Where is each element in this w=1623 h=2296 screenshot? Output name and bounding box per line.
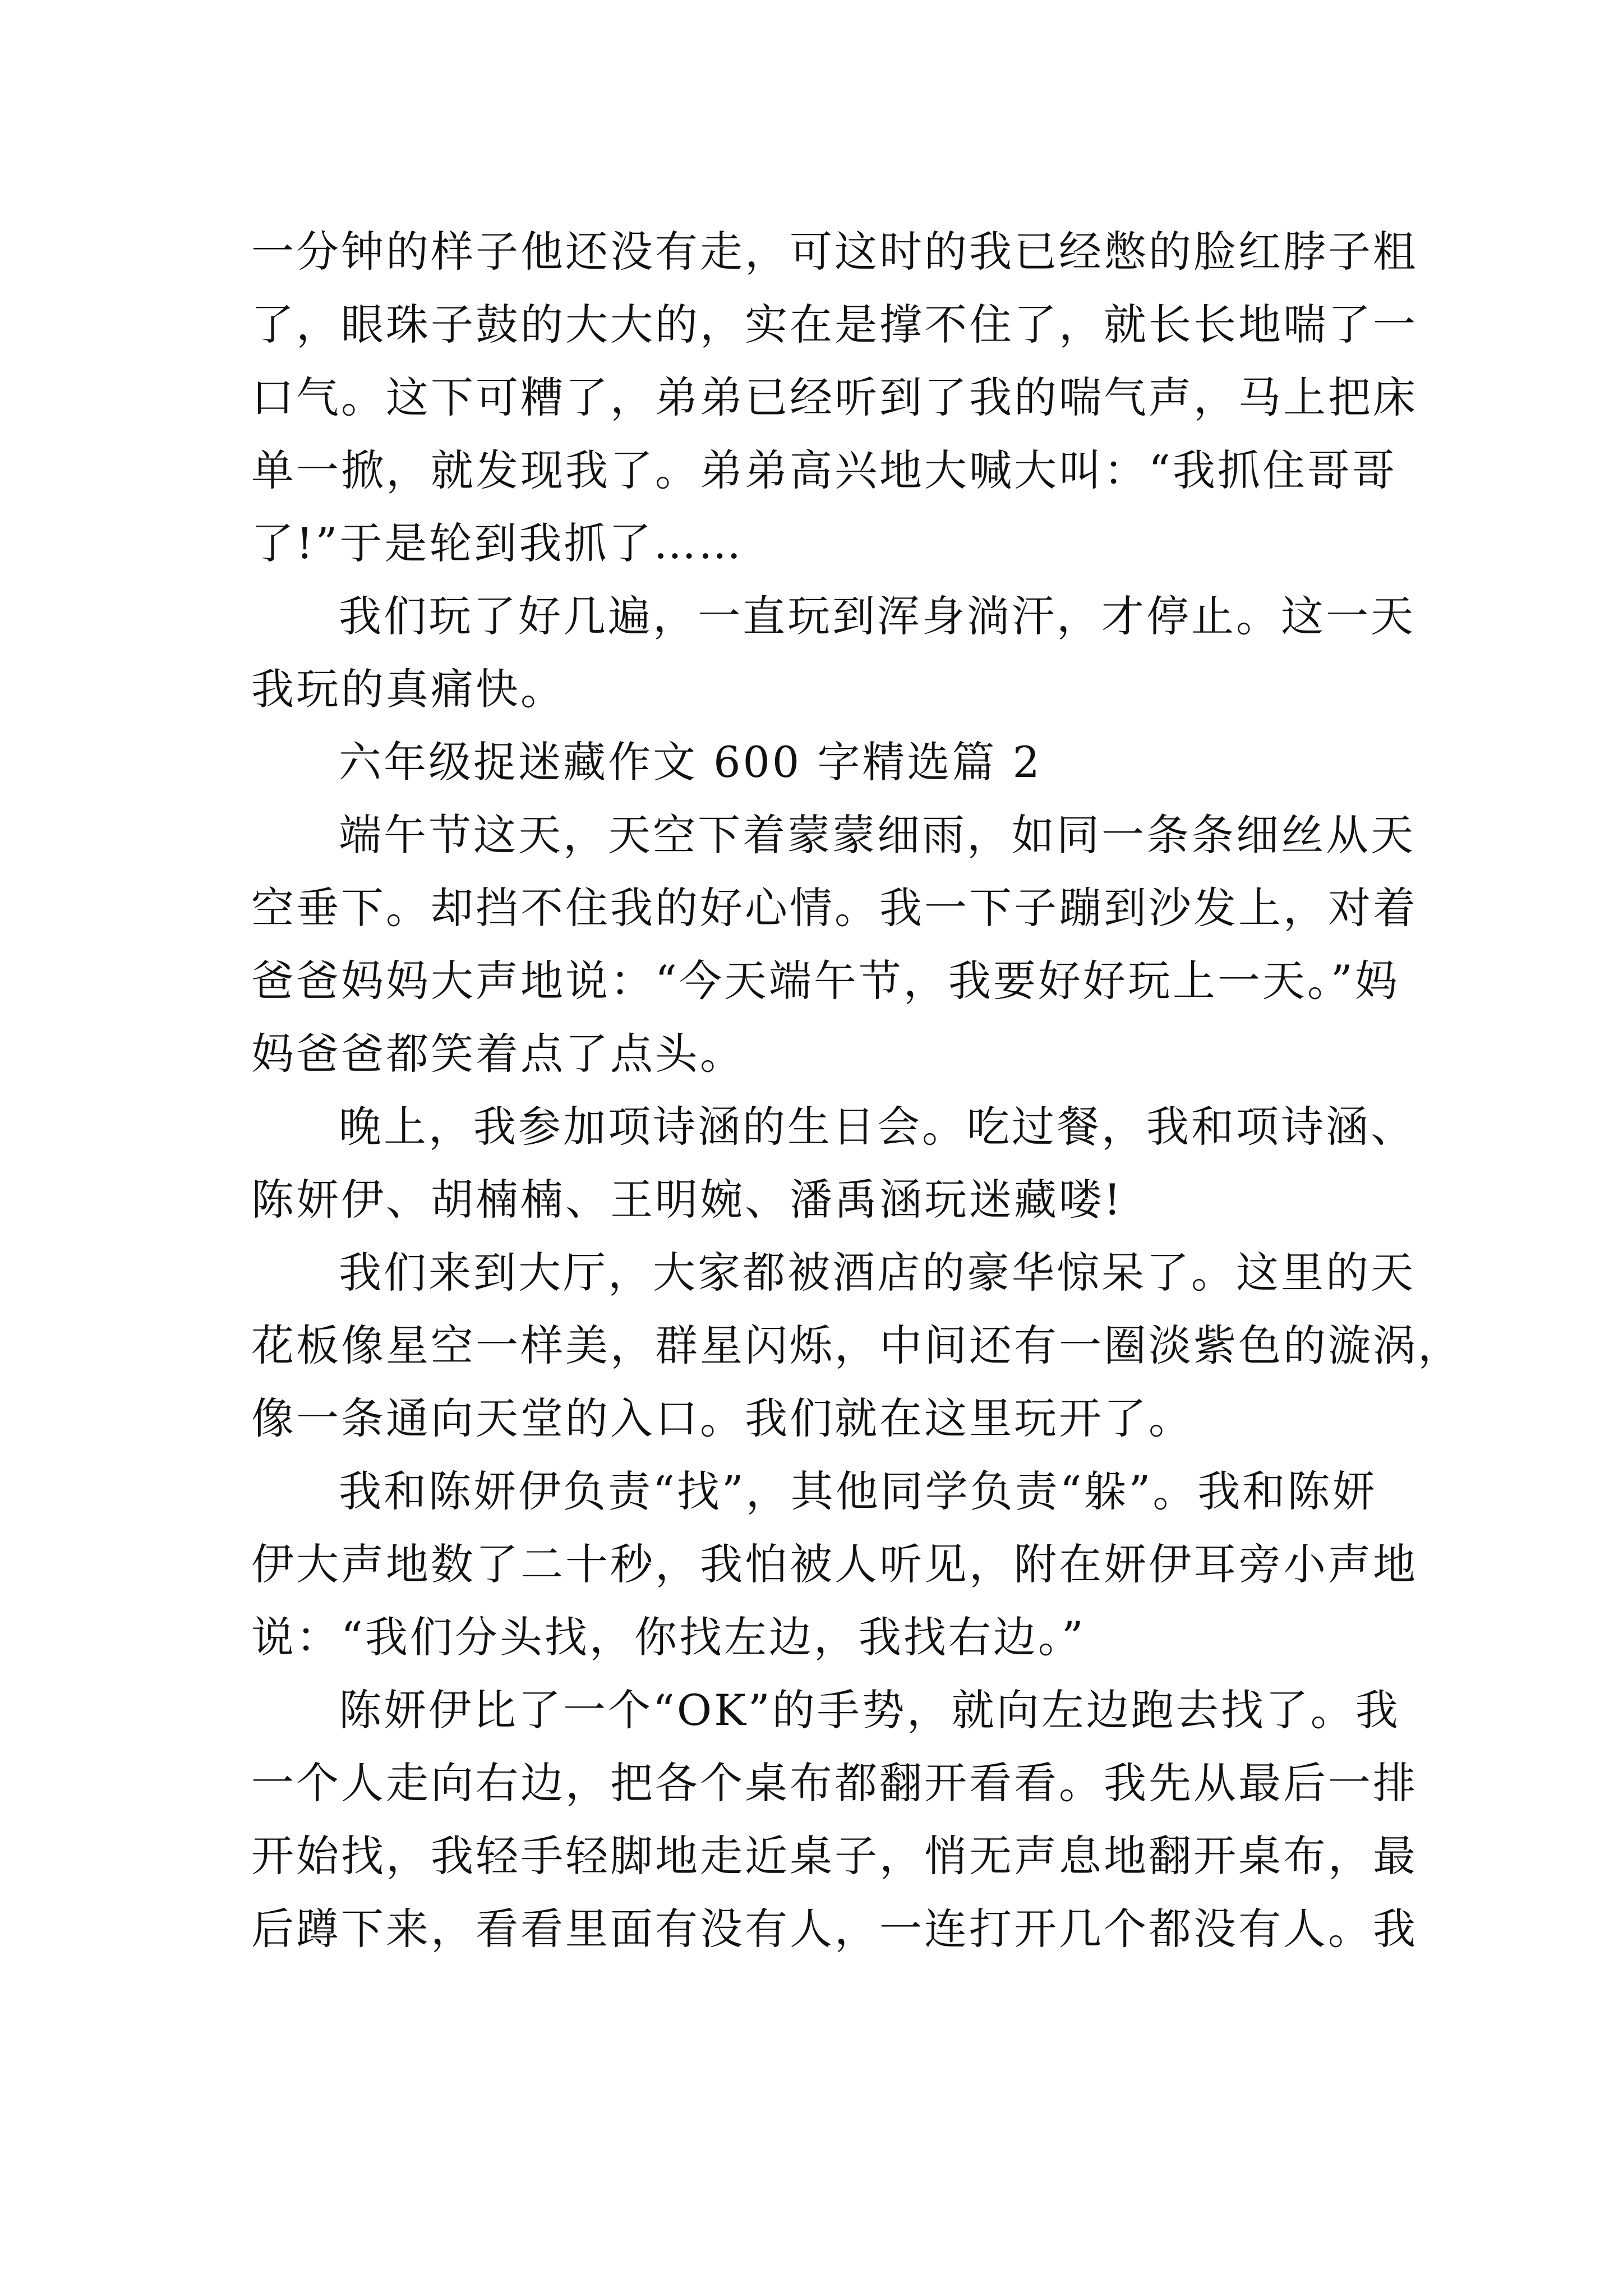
text-line: 伊大声地数了二十秒，我怕被人听见，附在妍伊耳旁小声地 <box>251 1539 1418 1589</box>
text-line: 口气。这下可糟了，弟弟已经听到了我的喘气声，马上把床 <box>251 372 1418 422</box>
text-line: 单一掀，就发现我了。弟弟高兴地大喊大叫：“我抓住哥哥 <box>251 445 1397 495</box>
text-line: 花板像星空一样美，群星闪烁，中间还有一圈淡紫色的漩涡， <box>251 1320 1463 1370</box>
text-line: 开始找，我轻手轻脚地走近桌子，悄无声息地翻开桌布，最 <box>251 1831 1418 1881</box>
document-body <box>251 215 1463 1966</box>
paragraph-first-line: 六年级捉迷藏作文 600 字精选篇 2 <box>339 737 1042 787</box>
paragraph-first-line: 陈妍伊比了一个“OK”的手势，就向左边跑去找了。我 <box>339 1685 1400 1735</box>
text-line: 说：“我们分头找，你找左边，我找右边。” <box>251 1612 1086 1662</box>
text-line: 爸爸妈妈大声地说：“今天端午节，我要好好玩上一天。”妈 <box>251 956 1400 1006</box>
text-line: 了，眼珠子鼓的大大的，实在是撑不住了，就长长地喘了一 <box>251 300 1418 349</box>
paragraph-first-line: 我和陈妍伊负责“找”，其他同学负责“躲”。我和陈妍 <box>339 1466 1377 1516</box>
text-line: 像一条通向天堂的入口。我们就在这里玩开了。 <box>251 1393 1193 1443</box>
paragraph-first-line: 我们来到大厅，大家都被酒店的豪华惊呆了。这里的天 <box>339 1248 1415 1297</box>
text-line: 一分钟的样子他还没有走，可这时的我已经憋的脸红脖子粗 <box>251 227 1418 277</box>
text-line: 妈爸爸都笑着点了点头。 <box>251 1029 745 1079</box>
text-line: 后蹲下来，看看里面有没有人，一连打开几个都没有人。我 <box>251 1904 1418 1954</box>
paragraph-first-line: 端午节这天，天空下着蒙蒙细雨，如同一条条细丝从天 <box>339 810 1415 860</box>
text-line: 一个人走向右边，把各个桌布都翻开看看。我先从最后一排 <box>251 1758 1418 1808</box>
text-line: 陈妍伊、胡楠楠、王明婉、潘禹涵玩迷藏喽! <box>251 1175 1123 1225</box>
text-line: 我玩的真痛快。 <box>251 664 565 714</box>
paragraph-first-line: 我们玩了好几遍，一直玩到浑身淌汗，才停止。这一天 <box>339 591 1415 641</box>
text-line: 了!”于是轮到我抓了…… <box>251 518 744 568</box>
paragraph-first-line: 晚上，我参加项诗涵的生日会。吃过餐，我和项诗涵、 <box>339 1102 1415 1152</box>
text-line: 空垂下。却挡不住我的好心情。我一下子蹦到沙发上，对着 <box>251 883 1418 933</box>
